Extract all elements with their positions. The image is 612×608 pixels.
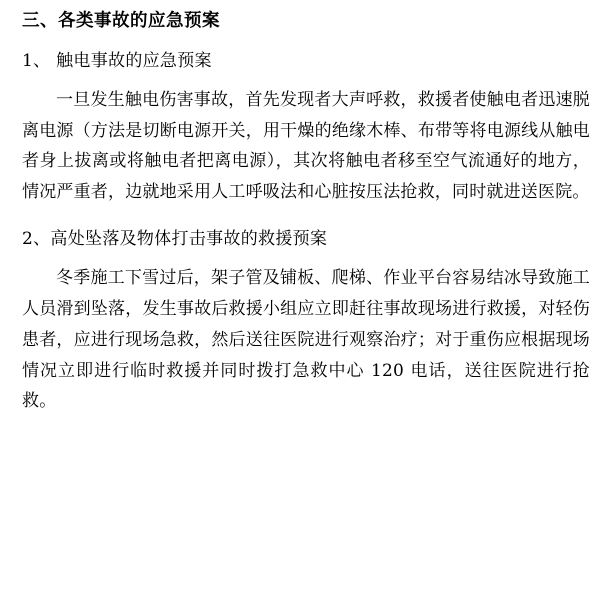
section-2 <box>22 226 590 417</box>
section-divider-spacer <box>22 216 590 226</box>
section-1-paragraph: 一旦发生触电伤害事故，首先发现者大声呼救，救援者使触电者迅速脱离电源（方法是切断电源开关，用干燥的绝缘木棒、布带等将电源线从触电者身上拔离或将触电者把离电源），其次将触电者移至空气流通好的地方，情况严重者，边就地采用人工呼吸法和心脏按压法抢救，同时就进送医院。 <box>22 89 590 203</box>
section-1 <box>22 48 590 208</box>
section-1-heading: 1、 触电事故的应急预案 <box>22 51 212 72</box>
section-2-paragraph: 冬季施工下雪过后，架子管及铺板、爬梯、作业平台容易结冰导致施工人员滑到坠落，发生事故后救援小组应立即赶往事故现场进行救援，对轻伤患者，应进行现场急救，然后送往医院进行观察治疗；对于重伤应根据现场情况立即进行临时救援并同时拨打急救中心 120 电话，送往医院进行抢救。 <box>22 267 590 412</box>
page-title: 三、各类事故的应急预案 <box>22 11 220 31</box>
section-2-heading: 2、高处坠落及物体打击事故的救援预案 <box>22 229 328 250</box>
